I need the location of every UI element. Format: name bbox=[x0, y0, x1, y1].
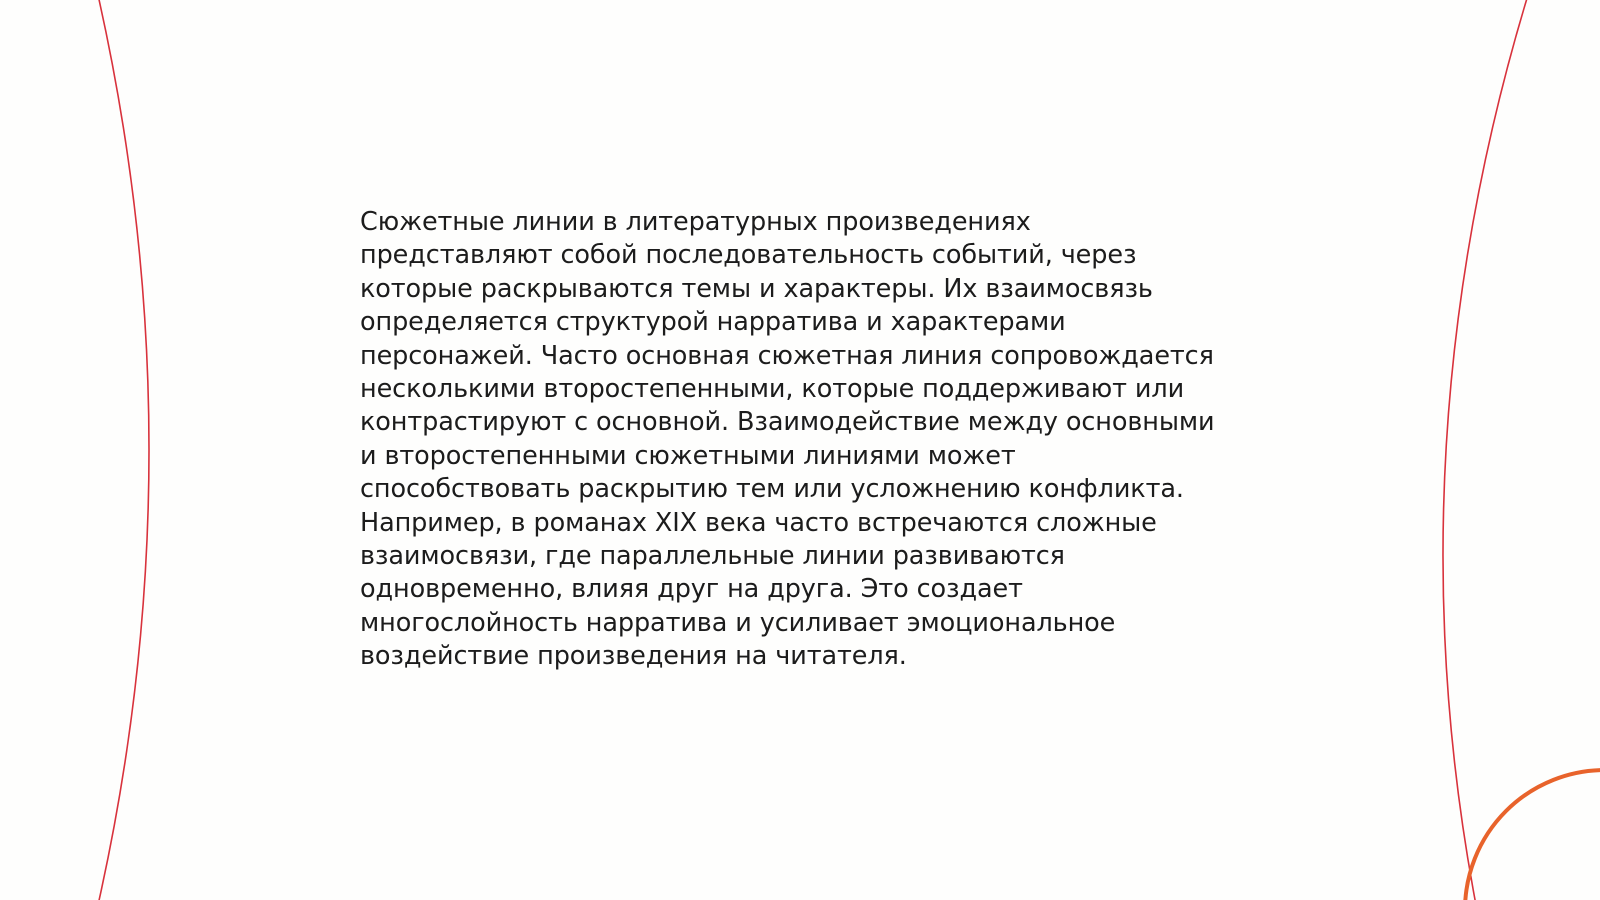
paragraph-line: Например, в романах XIX века часто встречаются сложные bbox=[360, 507, 1157, 538]
left-arc-line bbox=[98, 0, 149, 900]
paragraph-line: многослойность нарратива и усиливает эмоциональное bbox=[360, 607, 1116, 638]
right-arc-line bbox=[1443, 0, 1528, 900]
paragraph-line: взаимосвязи, где параллельные линии развиваются bbox=[360, 541, 1065, 572]
paragraph-line: которые раскрываются темы и характеры. Их взаимосвязь bbox=[360, 273, 1153, 304]
paragraph-line: контрастируют с основной. Взаимодействие между основными bbox=[360, 407, 1215, 438]
body-paragraph bbox=[360, 206, 1260, 674]
paragraph-line: одновременно, влияя друг на друга. Это создает bbox=[360, 574, 1023, 605]
paragraph-line: способствовать раскрытию тем или усложнению конфликта. bbox=[360, 474, 1184, 505]
paragraph-line: определяется структурой нарратива и характерами bbox=[360, 307, 1066, 338]
paragraph-line: воздействие произведения на читателя. bbox=[360, 641, 907, 672]
paragraph-line: Сюжетные линии в литературных произведениях bbox=[360, 207, 1031, 237]
paragraph-line: и второстепенными сюжетными линиями может bbox=[360, 440, 1016, 471]
paragraph-line: представляют собой последовательность событий, через bbox=[360, 240, 1137, 271]
accent-circle bbox=[1465, 770, 1600, 900]
paragraph-line: персонажей. Часто основная сюжетная линия сопровождается bbox=[360, 340, 1214, 371]
paragraph-line: несколькими второстепенными, которые поддерживают или bbox=[360, 374, 1185, 405]
